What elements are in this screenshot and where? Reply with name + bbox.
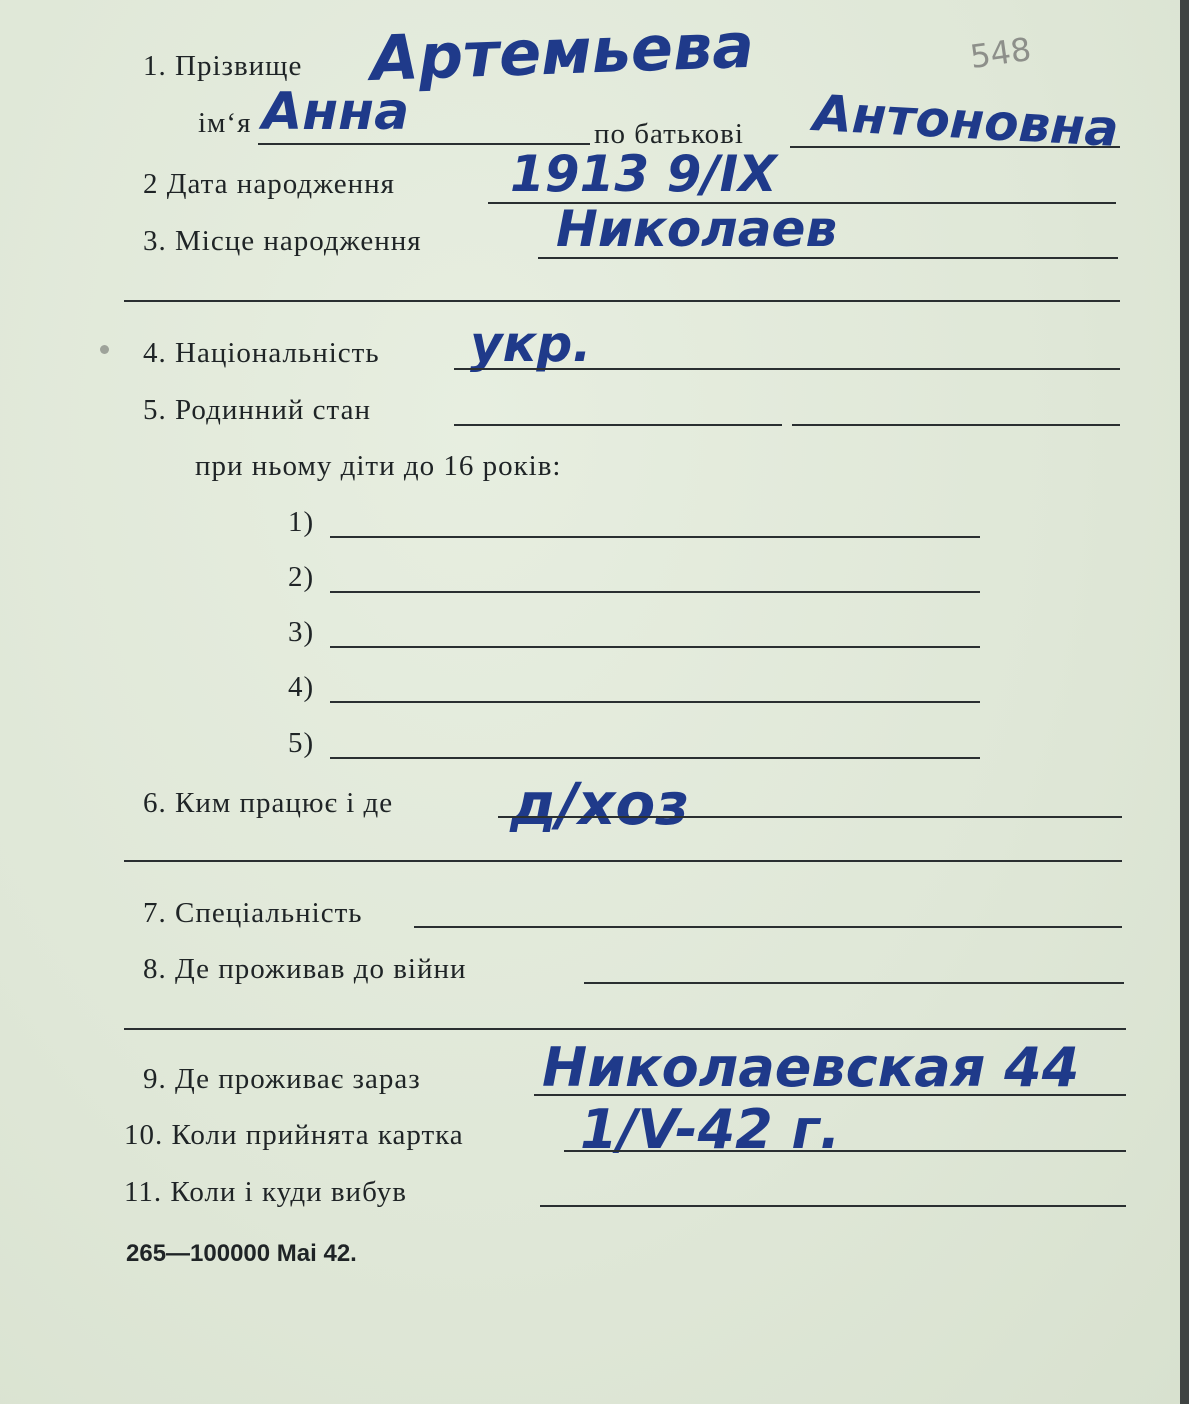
field-marital-line-b xyxy=(792,424,1120,426)
field-specialty-line xyxy=(414,926,1122,928)
child-3-line xyxy=(330,646,980,648)
child-2-label: 2) xyxy=(288,561,315,593)
field-specialty-label: 7. Спеціальність xyxy=(143,897,363,929)
field-departure-label: 11. Коли і куди вибув xyxy=(124,1176,407,1208)
child-2-line xyxy=(330,591,980,593)
field-birthdate-label: 2 Дата народження xyxy=(143,168,396,200)
field-prewar-line-2 xyxy=(124,1028,1126,1030)
field-birthplace-value: Николаев xyxy=(556,200,838,258)
children-label: при ньому діти до 16 років: xyxy=(195,450,562,482)
field-work-line xyxy=(498,816,1122,818)
field-card-date-label: 10. Коли прийнята картка xyxy=(124,1119,464,1151)
field-card-date-line xyxy=(564,1150,1126,1152)
field-birthplace-label: 3. Місце народження xyxy=(143,225,422,257)
child-1-label: 1) xyxy=(288,506,315,538)
child-4-label: 4) xyxy=(288,671,315,703)
child-1-line xyxy=(330,536,980,538)
field-prewar-label: 8. Де проживав до війни xyxy=(143,953,467,985)
child-5-label: 5) xyxy=(288,727,315,759)
pencil-note: 548 xyxy=(967,29,1034,77)
field-marital-line-a xyxy=(454,424,782,426)
child-5-line xyxy=(330,757,980,759)
child-4-line xyxy=(330,701,980,703)
field-work-value: д/хоз xyxy=(510,770,689,838)
field-current-residence-line xyxy=(534,1094,1126,1096)
field-name-label: ім‘я xyxy=(198,107,252,139)
field-current-residence-value: Николаевская 44 xyxy=(542,1036,1080,1099)
print-code: 265—100000 Mai 42. xyxy=(126,1240,357,1267)
punch-mark xyxy=(100,345,109,354)
field-marital-label: 5. Родинний стан xyxy=(143,394,371,426)
field-work-line-2 xyxy=(124,860,1122,862)
field-surname-value: Артемьева xyxy=(369,8,756,95)
field-surname-label: 1. Прізвище xyxy=(143,50,303,82)
field-current-residence-label: 9. Де проживає зараз xyxy=(143,1063,421,1095)
field-birthplace-line xyxy=(538,257,1118,259)
field-patronymic-label: по батькові xyxy=(594,118,744,150)
field-nationality-value: укр. xyxy=(470,315,592,373)
field-patronymic-line xyxy=(790,146,1120,148)
field-nationality-line xyxy=(454,368,1120,370)
child-3-label: 3) xyxy=(288,616,315,648)
card-edge xyxy=(1180,0,1189,1404)
field-patronymic-value: Антоновна xyxy=(812,84,1121,158)
field-card-date-value: 1/V-42 г. xyxy=(580,1098,841,1161)
field-prewar-line xyxy=(584,982,1124,984)
field-birthplace-line-2 xyxy=(124,300,1120,302)
field-name-value: Анна xyxy=(262,82,410,142)
field-work-label: 6. Ким працює і де xyxy=(143,787,394,819)
field-nationality-label: 4. Національність xyxy=(143,337,380,369)
field-birthdate-value: 1913 9/IX xyxy=(510,145,777,203)
field-departure-line xyxy=(540,1205,1126,1207)
